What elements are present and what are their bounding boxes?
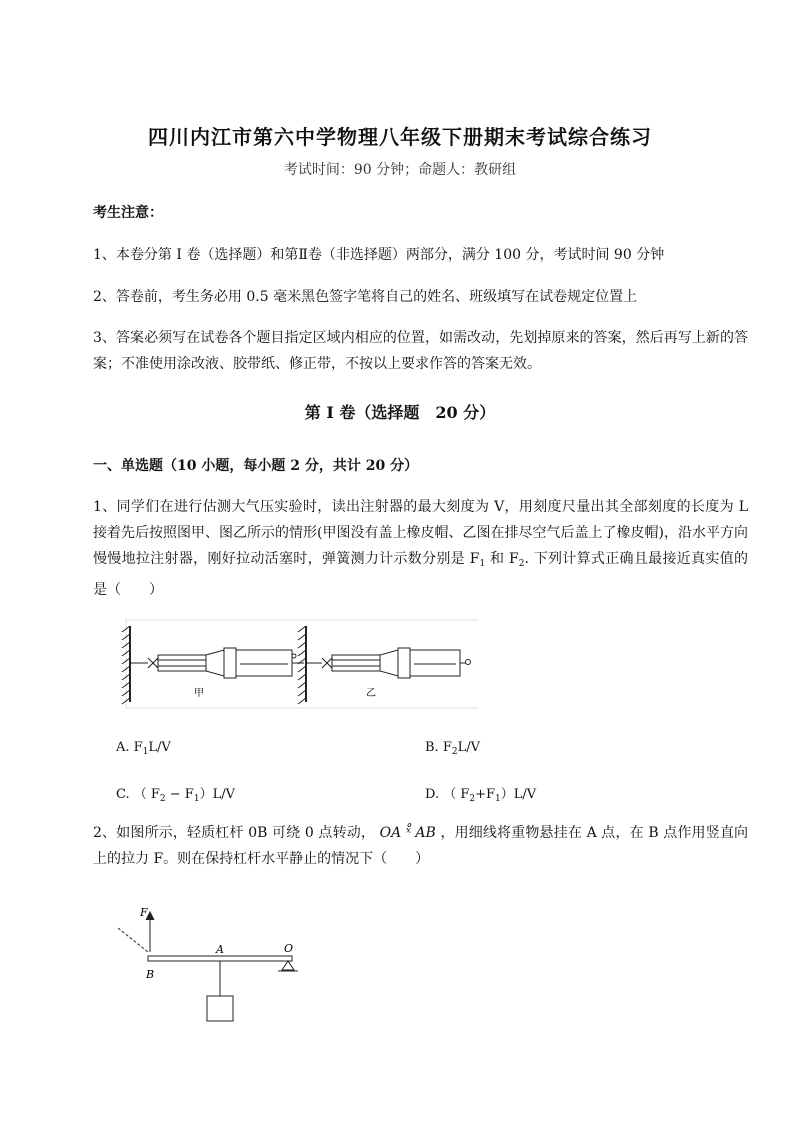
option-d[interactable]: D. （ $F_2+F_1)L/V$ [425, 787, 537, 804]
label-A: A [216, 943, 224, 956]
exam-info: 考试时间：90 分钟；命题人：教研组 [283, 162, 517, 178]
syringe-assembly-right [306, 648, 471, 678]
notice-item-2: 2、答卷前，考生务必用 0.5 毫米黑色签字笔将自己的姓名、班级填写在试卷规定位置上 [93, 289, 638, 305]
option-b[interactable]: B. $F_2L/V$ [425, 740, 480, 757]
section-title: 第 I 卷（选择题 20 分） [304, 403, 496, 422]
label-F: F [140, 906, 148, 919]
label-O: O [284, 942, 294, 955]
label-B: B [146, 968, 155, 981]
notice-item-3: 3、答案必须写在试卷各个题目指定区域内相应的位置，如需改动，先划掉原来的答案，然后再写上新的答案；不准使用涂改液、胶带纸、修正带，不按以上要求作答的答案无效。 [93, 330, 748, 372]
syringe-figure [118, 618, 478, 710]
figure-label-yi: 乙 [366, 688, 376, 699]
question-1-text: 1、同学们在进行估测大气压实验时，读出注射器的最大刻度为 V，用刻度尺量出其全部刻度的长度为 L 接着先后按照图甲、图乙所示的情形(甲图没有盖上橡皮帽、乙图在排尽空气后盖上了橡皮帽)，沿水平方向慢慢地拉注射器，刚好拉动活塞时，弹簧测力计示数分别是 $F_1$ 和 $F_2$. 下列计算式正确且最接近真实值的是（ ） [93, 499, 748, 598]
question-2-text: 2、如图所示，轻质杠杆 0B 可绕 0 点转动， OA ˣ̊ AB ，用细线将重物悬挂在 A 点，在 B 点作用竖直向上的拉力 F。则在保持杠杆水平静止的情况下（ ） [93, 825, 749, 867]
question-group-heading: 一、单选题（10 小题，每小题 2 分，共计 20 分） [93, 458, 419, 474]
notice-item-1: 1、本卷分第 I 卷（选择题）和第Ⅱ卷（非选择题）两部分，满分 100 分，考试时间 90 分钟 [93, 247, 665, 263]
option-c[interactable]: C. （ $F_2 - F_1)L/V$ [116, 787, 235, 804]
notice-heading: 考生注意： [93, 205, 163, 221]
option-a[interactable]: A. $F_1L/V$ [116, 740, 171, 757]
syringe-assembly-left [130, 648, 304, 678]
wall-right [298, 626, 306, 704]
figure-label-jia: 甲 [194, 688, 204, 699]
page-title: 四川内江市第六中学物理八年级下册期末考试综合练习 [148, 125, 652, 149]
lever-figure [112, 900, 312, 1026]
